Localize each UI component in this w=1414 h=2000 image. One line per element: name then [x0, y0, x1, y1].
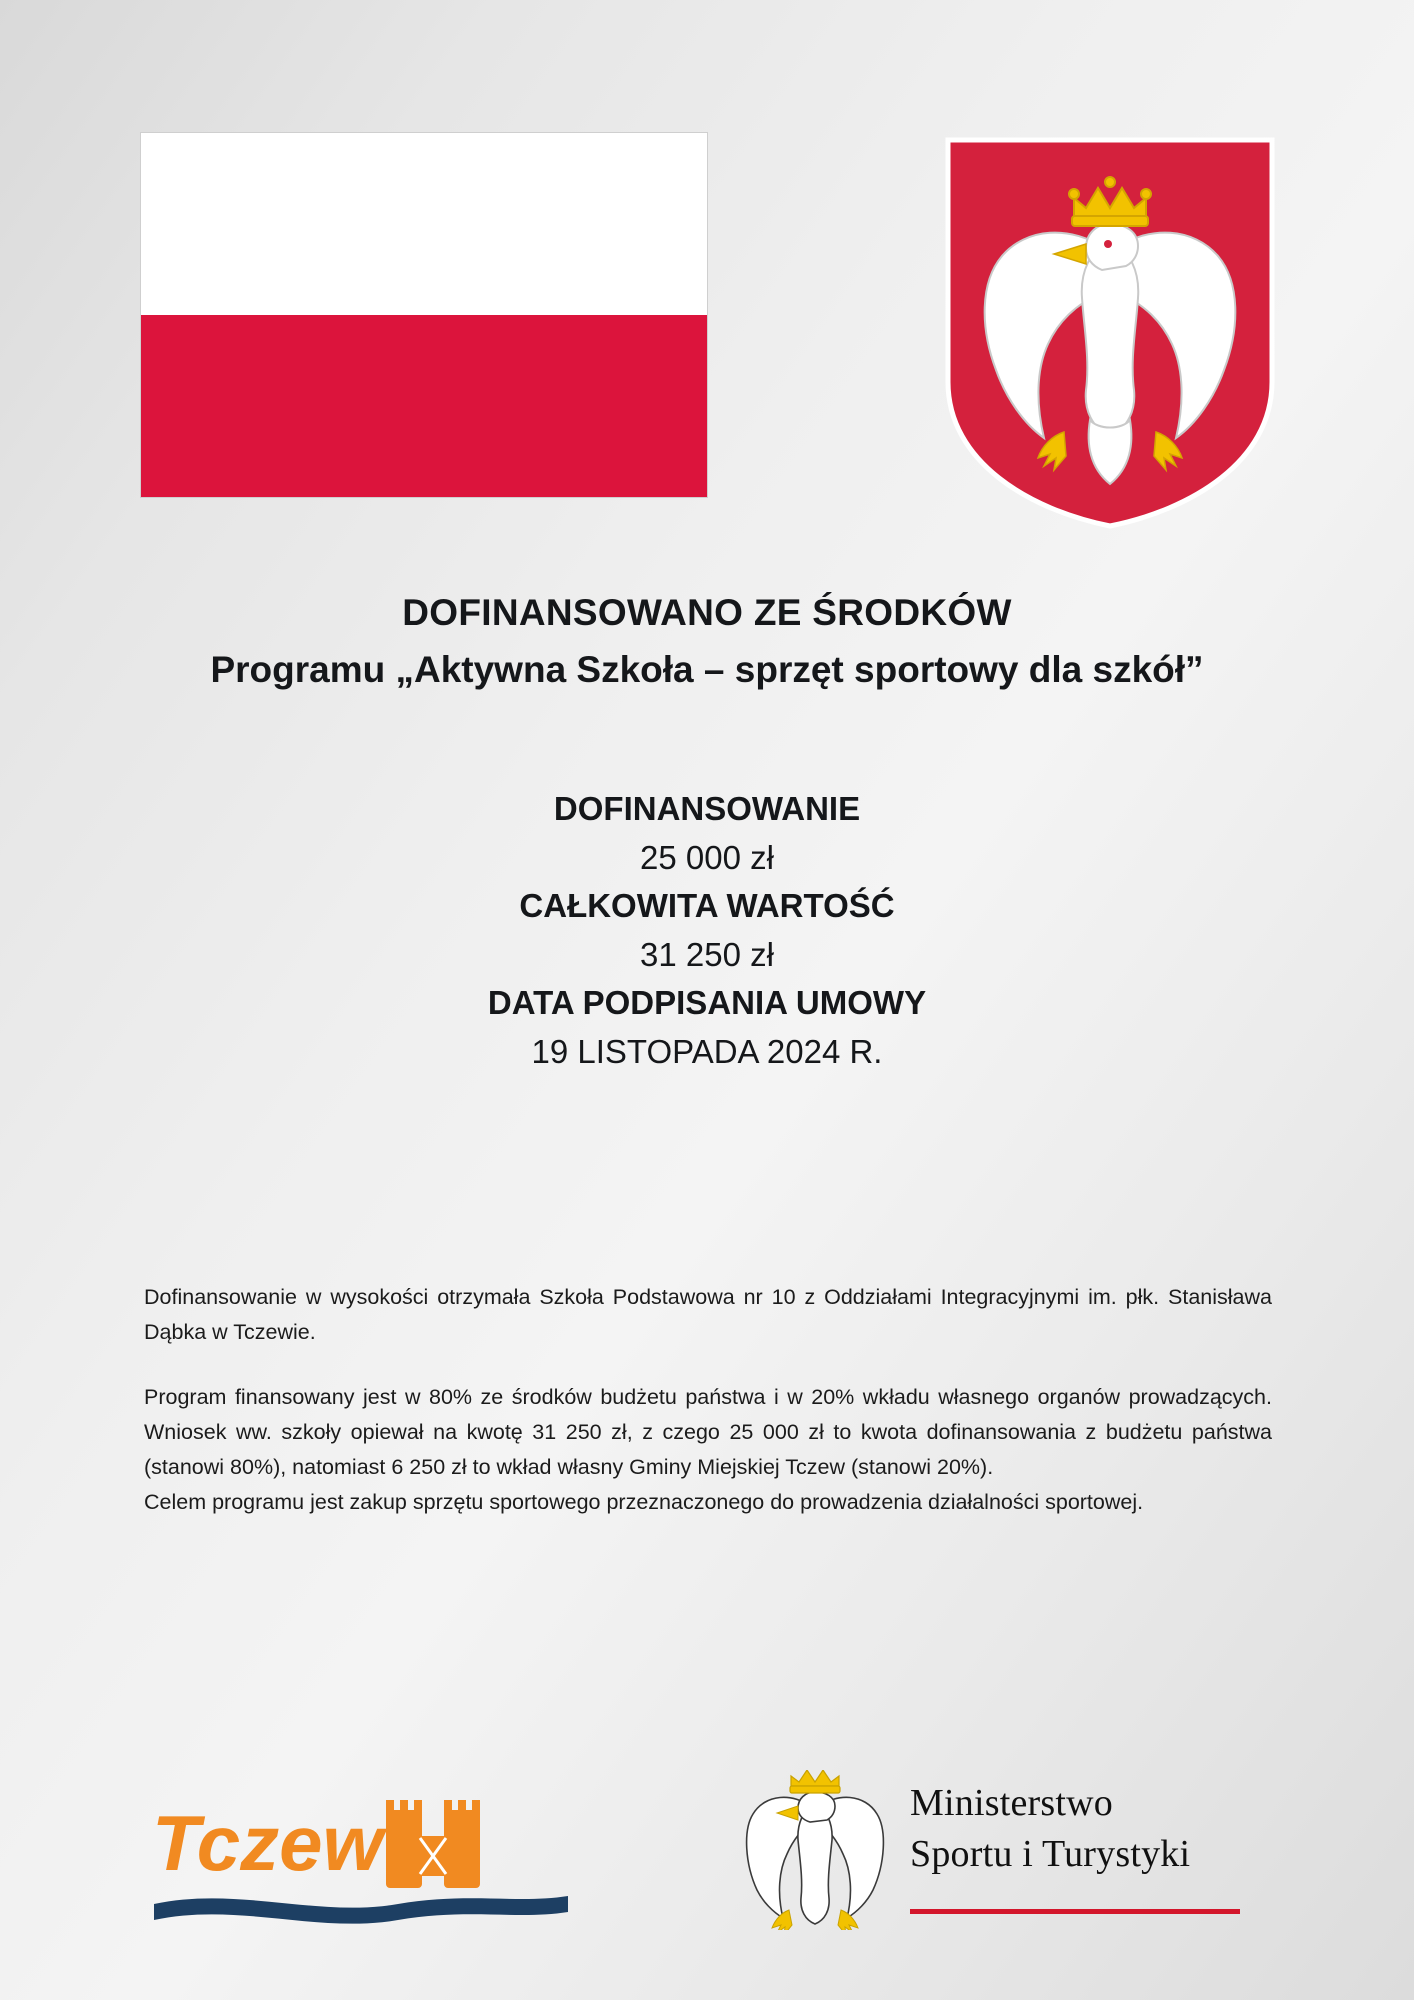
ministry-name-line-2: Sportu i Turystyki — [910, 1832, 1191, 1875]
polish-flag-icon — [140, 132, 708, 498]
headline-line-2: Programu „Aktywna Szkoła – sprzęt sportowy dla szkół” — [210, 649, 1204, 691]
ministry-name — [910, 1778, 1190, 1879]
signature-date-value: 19 LISTOPADA 2024 R. — [531, 1032, 883, 1070]
headline-block — [0, 590, 1414, 694]
paragraph-financing: Program finansowany jest w 80% ze środków budżetu państwa i w 20% wkładu własnego organów prowadzących. Wniosek ww. szkoły opiewał na kwotę 31 250 zł, z czego 25 000 zł to kwota dofinansowania z budżetu państwa (stanowi 80%), natomiast 6 250 zł to wkład własny Gminy Miejskiej Tczew (stanowi 20%). — [144, 1385, 1272, 1480]
ministry-red-rule — [910, 1909, 1240, 1914]
headline-line-1: DOFINANSOWANO ZE ŚRODKÓW — [402, 592, 1012, 633]
paragraph-goal: Celem programu jest zakup sprzętu sportowego przeznaczonego do prowadzenia działalności sportowej. — [144, 1490, 1144, 1515]
figures-block — [0, 785, 1414, 1076]
tczew-logo — [148, 1778, 578, 1928]
paragraph-recipient: Dofinansowanie w wysokości otrzymała Szkoła Podstawowa nr 10 z Oddziałami Integracyjnymi im. płk. Stanisława Dąbka w Tczewie. — [144, 1285, 1272, 1345]
funding-value: 25 000 zł — [640, 838, 774, 876]
emblem-row — [0, 132, 1414, 532]
polish-coat-of-arms-icon — [940, 132, 1280, 532]
ministry-eagle-icon — [735, 1770, 895, 1930]
footer-logos — [0, 1748, 1414, 1938]
flag-white-band — [141, 133, 707, 315]
body-copy — [144, 1280, 1272, 1520]
flag-red-band — [141, 315, 707, 497]
total-value-amount: 31 250 zł — [640, 935, 774, 973]
total-value-label: CAŁKOWITA WARTOŚĆ — [519, 887, 895, 924]
signature-date-label: DATA PODPISANIA UMOWY — [487, 984, 927, 1021]
ministry-logo — [735, 1770, 1255, 1930]
funding-label: DOFINANSOWANIE — [553, 790, 861, 827]
ministry-name-line-1: Ministerstwo — [910, 1782, 1113, 1824]
svg-text:Tczew: Tczew — [152, 1799, 384, 1887]
